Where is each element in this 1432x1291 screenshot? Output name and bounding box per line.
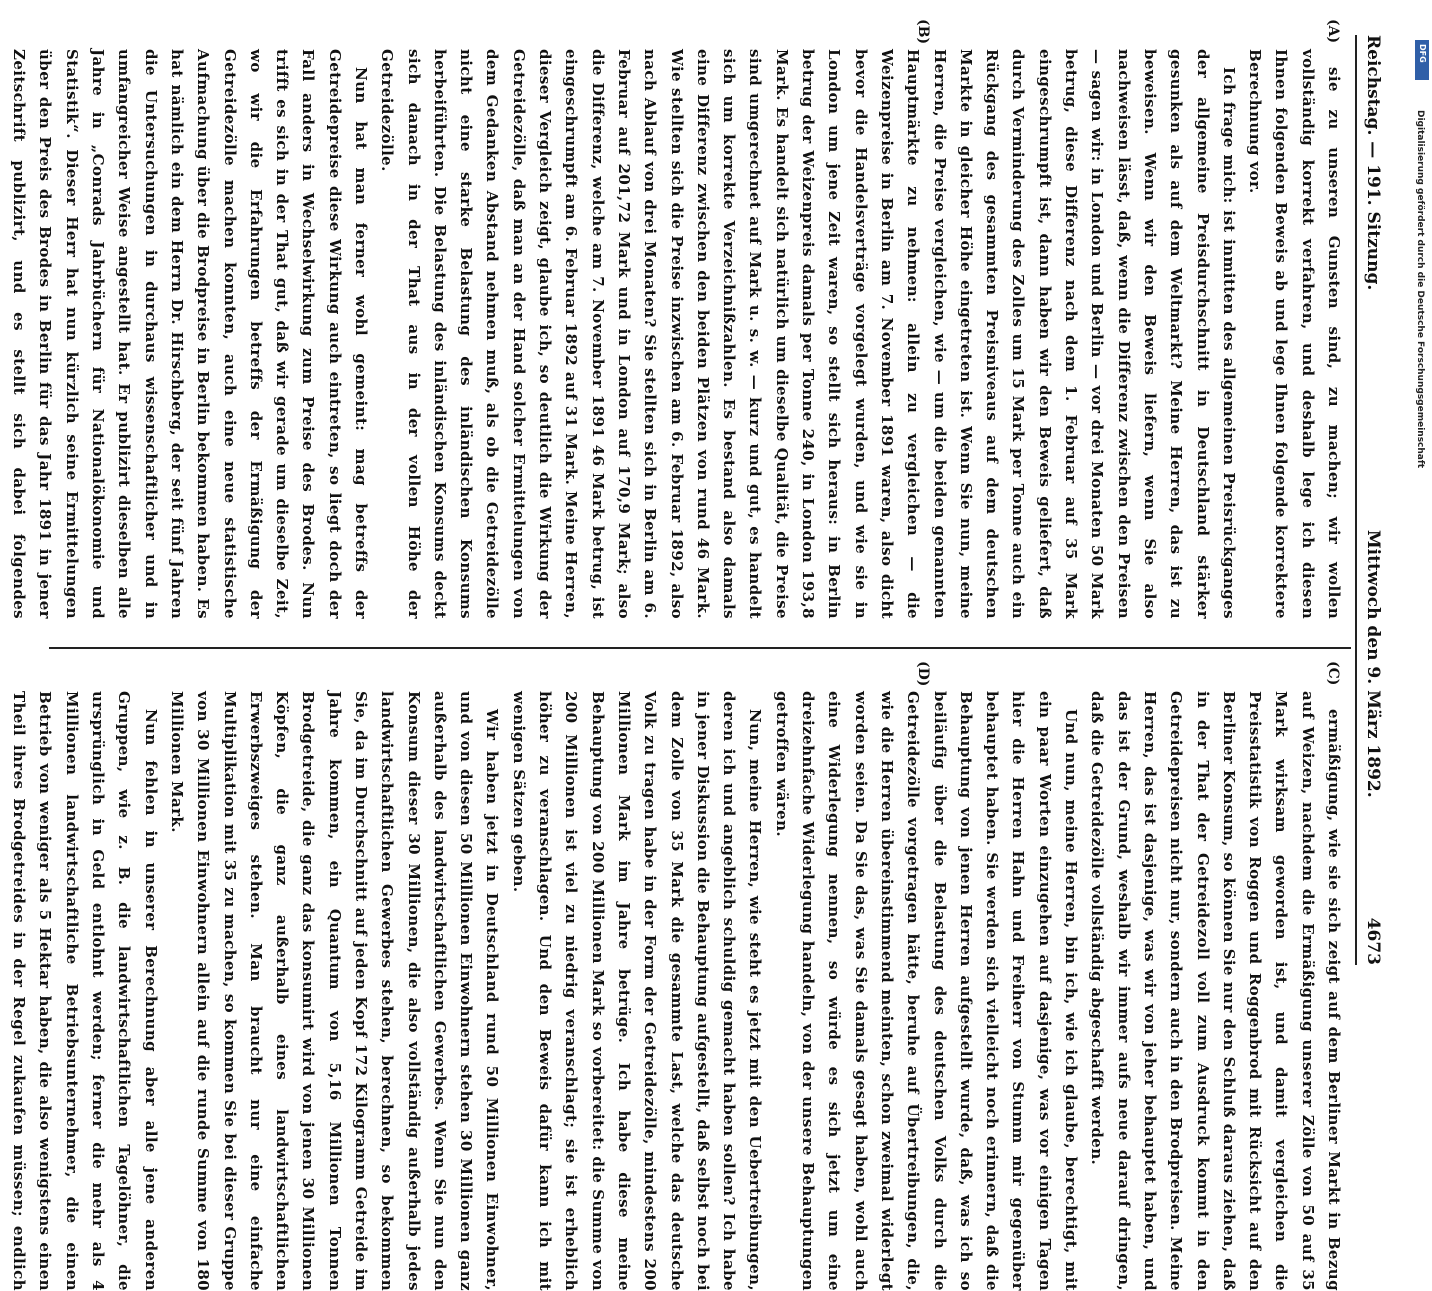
paragraph: Nun hat man ferner wohl gemeint: mag betreffs der Getreidepreise diese Wirkung auch eintreten, so liegt doch der Fall anders in Wechselwirkung zum Preise des Brodes. Nun trifft es sich in der That gut, daß wir gerade um dieselbe Zeit, wo wir die Erfahrungen betreffs der Ermäßigung der Getreidezölle machen konnten, auch eine neue statistische Aufmachung über die Brodpreise in Berlin bekommen haben. Es hat nämlich ein dem Herrn Dr. Hirschberg, der seit fünf Jahren die Untersuchungen in durchaus wissenschaftlicher und in umfangreicher Weise angestellt hat. Er publizirt dieselben alle Jahre in „Conrads Jahrbüchern für Nationalökonomie und Statistik“. Dieser Herr hat nun kürzlich seine Ermittelungen über den Preis des Brodes in Berlin für das Jahr 1891 in jener Zeitschrift publizirt, und es stellt sich dabei folgendes [10, 49, 371, 619]
right-text-column [10, 691, 1347, 1291]
header-date [1363, 530, 1383, 965]
paragraph: Nun, meine Herren, wie steht es jetzt mit den Uebertreibungen, deren ich und angeblich schuldig gemacht haben sollen? Ich habe in jener Diskussion die Behauptung aufgestellt, daß selbst noch bei dem Zolle von 35 Mark die gesammte Last, welche das deutsche Volk zu tragen habe in der Form der Getreidezölle, mindestens 200 Millionen Mark im Jahre betrüge. Ich habe diese meine Behauptung von 200 Millionen Mark so vorbereitet: die Summe von 200 Millionen ist viel zu niedrig veranschlagt; sie ist erheblich höher zu veranschlagen. Und den Beweis dafür kann ich mit wenigen Sätzen geben. [509, 691, 765, 1291]
paragraph: Und nun, meine Herren, bin ich, wie ich glaube, berechtigt, mit ein paar Worten einzugehen auf dasjenige, was vor einigen Tagen hier die Herren Hahn und Freiherr von Stumm mir gegenüber behauptet haben. Sie werden sich vielleicht noch erinnern, daß die Behauptung von jenen Herren aufgestellt wurde, daß, was ich so beiläufig über die Belastung des deutschen Volks durch die Getreidezölle vorgetragen hätte, beruhe auf Übertreibungen, die, wie die Herren übereinstimmend meinten, schon zweimal widerlegt worden seien. Da Sie das, was Sie damals gesagt haben, wohl auch eine Widerlegung nennen, so würde es sich jetzt um eine dreizehnfache Widerlegung handeln, von der unsere Behauptungen getroffen wären. [772, 691, 1081, 1291]
paragraph: ermäßigung, wie sie sich zeigt auf dem Berliner Markt in Bezug auf Weizen, nachdem die Ermäßigung unserer Zölle von 50 auf 35 Mark wirksam geworden ist, und damit vergleichen die Preisstatistik von Roggen und Roggenbrod mit Rücksicht auf den Berliner Konsum, so können Sie nur den Schluß daraus ziehen, daß in der That der Getreidezoll voll zum Ausdruck kommt in den Getreidepreisen nicht nur, sondern auch in den Brodpreisen. Meine Herren, das ist dasjenige, was wir von jeher behauptet haben, und das ist der Grund, weshalb wir immer aufs neue darauf dringen, daß die Getreidezölle vollständig abgeschafft werden. [1088, 691, 1343, 1291]
header-session-title: Reichstag. — 191. Sitzung. [1363, 35, 1383, 291]
paragraph: Ich frage mich: ist inmitten des allgemeinen Preisrückganges der allgemeine Preisdurchschnitt in Deutschland stärker gesunken als auf dem Weltmarkt? Meine Herren, das ist zu beweisen. Wenn wir den Beweis liefern, wenn Sie also nachweisen lässt, daß, wenn die Differenz zwischen den Preisen — sagen wir: in London und Berlin — vor drei Monaten 50 Mark betrug, diese Differenz nach dem 1. Februar auf 35 Mark eingeschrumpft ist, dann haben wir den Beweis geliefert, daß durch Verminderung des Zolles um 15 Mark per Tonne auch ein Rückgang des gesammten Preisniveaus auf dem deutschen Markte in gleicher Höhe eingetreten ist. Wenn Sie nun, meine Herren, die Preise vergleichen, wie — um die beiden genannten Hauptmärkte zu nehmen: allein zu vergleichen — die Weizenpreise in Berlin am 7. November 1891 waren, also dicht bevor die Handelsverträge vorgelegt wurden, und wie sie in London um jene Zeit waren, so stellt sich heraus: in Berlin betrug der Weizenpreis damals per Tonne 240, in London 193,8 Mark. Es handelt sich natürlich um dieselbe Qualität, die Preise sind umgerechnet auf Mark u. s. w. — kurz und gut, es handelt sich um korrekte Verzeichnißzahlen. Es bestand also damals eine Differenz zwischen den beiden Plätzen von rund 46 Mark. Wie stellten sich die Preise inzwischen am 6. Februar 1892, also nach Ablauf von drei Monaten? Sie stellten sich in Berlin am 6. Februar auf 201,72 Mark und in London auf 170,9 Mark; also die Differenz, welche am 7. November 1891 46 Mark betrug, ist eingeschrumpft am 6. Februar 1892 auf 31 Mark. Meine Herren, dieser Vergleich zeigt, glaube ich, so deutlich die Wirkung der Getreidezölle, daß man an der Hand solcher Ermittelungen von dem Gedanken Abstand nehmen muß, als ob die Getreidezölle nicht eine starke Belastung des inländischen Konsums herbeiführten. Die Belastung des inländischen Konsums deckt sich danach in der That aus in der vollen Höhe der Getreidezölle. [378, 49, 1238, 619]
margin-marker-d: (D) [915, 661, 931, 687]
left-text-column [10, 49, 1347, 619]
header-date-text: Mittwoch den 9. März 1892. [1363, 529, 1383, 798]
margin-marker-a: (A) [1325, 19, 1341, 44]
paragraph: Nun fehlen in unserer Berechnung aber alle jene anderen Gruppen, wie z. B. die landwirtschaftlichen Tagelöhner, die ursprünglich in Geld entlohnt werden; ferner die mehr als 4 Millionen landwirtschaftliche Betriebsunternehmer, die einen Betrieb von weniger als 5 Hektar haben, die also wenigstens einen Theil ihres Brodgetreides in der Regel zukaufen müssen; endlich [10, 691, 160, 1291]
dfg-logo-text: DFG [1418, 44, 1427, 63]
digitization-credit-text: Digitalisierung gefördert durch die Deutsche Forschungsgemeinschaft [1415, 110, 1425, 469]
paragraph: sie zu unseren Gunsten sind, zu machen; wir wollen vollständig korrekt verfahren, und deshalb lege ich diesen Ihnen folgenden Beweis ab und lege Ihnen folgende korrektere Berechnung vor. [1246, 49, 1343, 619]
page-number: 4673 [1363, 917, 1383, 965]
paragraph: Wir haben jetzt in Deutschland rund 50 Millionen Einwohner, und von diesen 50 Millionen Einwohnern stehen 30 Millionen ganz außerhalb des landwirtschaftlichen Gewerbes. Wenn Sie nun den Konsum dieser 30 Millionen, die also vollständig außerhalb jedes landwirtschaftlichen Gewerbes stehen, berechnen, so bekommen Sie, da im Durchschnitt auf jeden Kopf 172 Kilogramm Getreide im Jahre kommen, ein Quantum von 5,16 Millionen Tonnen Brodgetreide, die ganz das konsumirt wird von jenen 30 Millionen Köpfen, die ganz außerhalb eines landwirtschaftlichen Erwerbszweiges stehen. Man braucht nur eine einfache Multiplikation mit 35 zu machen, so kommen Sie bei dieser Gruppe von 30 Millionen Einwohnern allein auf die runde Summe von 180 Millionen Mark. [167, 691, 502, 1291]
margin-marker-b: (B) [915, 19, 931, 45]
column-divider [49, 647, 1351, 649]
rotated-page-content [10, 15, 1391, 1291]
dfg-logo [1415, 40, 1429, 80]
digitization-credit [1413, 110, 1427, 980]
page-header [1355, 35, 1385, 965]
margin-marker-c: (C) [1325, 661, 1341, 686]
